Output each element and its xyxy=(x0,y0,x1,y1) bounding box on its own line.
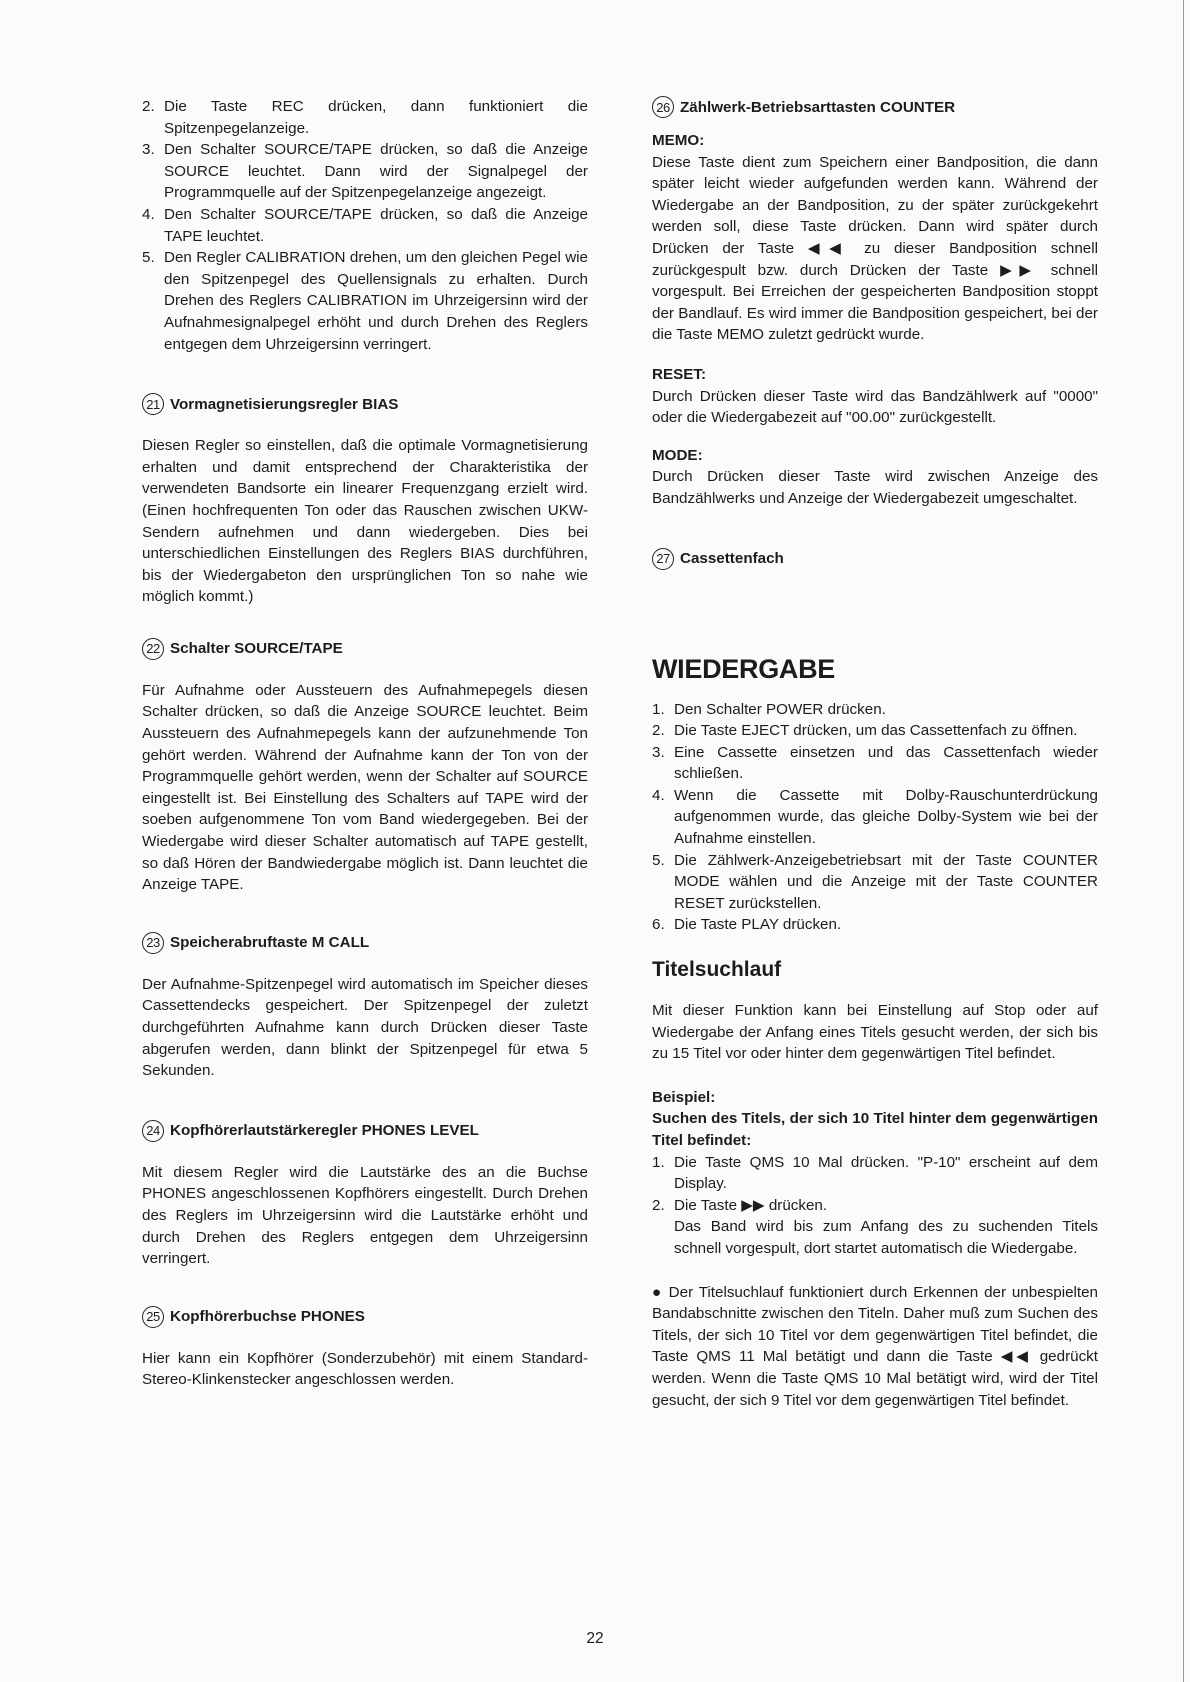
list-item: 3. Eine Cassette einsetzen und das Cassettenfach wieder schließen. xyxy=(652,743,1098,783)
section-23-body: Der Aufnahme-Spitzenpegel wird automatisch im Speicher dieses Cassettendecks gespeichert. Der Spitzenpegel der zuletzt durchgeführten Aufnahme kann durch Drücken dieser Taste abgerufen werden, dann blinkt der Spitzenpegel für etwa 5 Sekunden. xyxy=(142,975,588,1080)
list-item: 3. Den Schalter SOURCE/TAPE drücken, so daß die Anzeige SOURCE leuchtet. Dann wird der Signalpegel der Programmquelle auf der Spitzenpegelanzeige angezeigt. xyxy=(142,141,588,202)
mode-label: MODE: xyxy=(652,446,703,464)
section-number-badge: 21 xyxy=(142,393,164,415)
section-25-heading: 25 Kopfhörerbuchse PHONES xyxy=(142,1306,588,1328)
section-24-heading: 24 Kopfhörerlautstärkeregler PHONES LEVEL xyxy=(142,1120,588,1142)
recording-steps-list xyxy=(142,96,588,355)
list-item: 5. Die Zählwerk-Anzeigebetriebsart mit der Taste COUNTER MODE wählen und die Anzeige mit der Taste COUNTER RESET zurückstellen. xyxy=(652,851,1098,912)
titelsuchlauf-intro: Mit dieser Funktion kann bei Einstellung auf Stop oder auf Wiedergabe der Anfang eines Titels gesucht werden, der sich bis zu 15 Titel vor oder hinter dem gegenwärtigen Titel befindet. xyxy=(652,1002,1098,1063)
section-27-heading: 27 Cassettenfach xyxy=(652,548,1098,570)
list-item: 4. Den Schalter SOURCE/TAPE drücken, so daß die Anzeige TAPE leuchtet. xyxy=(142,205,588,245)
list-item: 5. Den Regler CALIBRATION drehen, um den gleichen Pegel wie den Spitzenpegel des Quellensignals zu erhalten. Durch Drehen des Reglers CALIBRATION im Uhrzeigersinn wird der Aufnahmesignalpegel erhöht und durch Drehen des Reglers entgegen dem Uhrzeigersinn verringert. xyxy=(142,249,588,353)
section-number-badge: 26 xyxy=(652,96,674,118)
page-edge-line xyxy=(1183,0,1184,1682)
list-item: 2. Die Taste ▶▶ drücken. xyxy=(652,1196,828,1214)
wiedergabe-heading: WIEDERGABE xyxy=(652,653,836,684)
list-item: 1. Den Schalter POWER drücken. xyxy=(652,700,886,718)
section-22-heading: 22 Schalter SOURCE/TAPE xyxy=(142,638,588,660)
section-23-heading: 23 Speicherabruftaste M CALL xyxy=(142,932,588,954)
list-item: 6. Die Taste PLAY drücken. xyxy=(652,916,842,934)
section-21-heading: 21 Vormagnetisierungsregler BIAS xyxy=(142,393,588,415)
right-column xyxy=(652,96,1098,1411)
section-number-badge: 24 xyxy=(142,1120,164,1142)
section-number-badge: 25 xyxy=(142,1306,164,1328)
example-heading: Suchen des Titels, der sich 10 Titel hinter dem gegenwärtigen Titel befindet: xyxy=(652,1110,1098,1149)
section-21-body: Diesen Regler so einstellen, daß die optimale Vormagnetisierung erhalten und damit entsprechend der Charakteristika der verwendeten Bandsorte ein linearer Frequenzgang erzielt wird. (Einen hochfrequenten Ton oder das Rauschen zwischen UKW- Sendern aufnehmen und dann wiedergeben. Dies bei unterschiedlichen Einstellungen des Reglers BIAS durchführen, bis der Wiedergabeton den ursprünglichen Ton so nahe wie möglich kommt.) xyxy=(142,437,588,606)
example-label: Beispiel: xyxy=(652,1088,716,1106)
section-24-body: Mit diesem Regler wird die Lautstärke des an die Buchse PHONES angeschlossenen Kopfhörers eingestellt. Durch Drehen des Reglers im Uhrzeigersinn wird die Lautstärke erhöht und durch Drehen des Reglers entgegen dem Uhrzeigersinn verringert. xyxy=(142,1163,588,1268)
search-steps-list xyxy=(652,1152,1098,1217)
search-note: ● Der Titelsuchlauf funktioniert durch Erkennen der unbespielten Bandabschnitte zwischen den Titeln. Daher muß zum Suchen des Titels, der sich 10 Titel vor dem gegenwärtigen Titel befindet, die Taste QMS 11 Mal betätigt und dann die Taste ◀◀ gedrückt werden. Wenn die Taste QMS 10 Mal betätigt wird, wird der Titel gesucht, der sich 9 Titel vor dem gegenwärtigen Titel befindet. xyxy=(652,1283,1098,1409)
list-item: 4. Wenn die Cassette mit Dolby-Rauschunterdrückung aufgenommen wurde, das gleiche Dolby-System wie bei der Aufnahme einstellen. xyxy=(652,786,1098,848)
step-2-detail: Das Band wird bis zum Anfang des zu suchenden Titels schnell vorgespult, dort startet automatisch die Wiedergabe. xyxy=(674,1218,1098,1257)
reset-body: Durch Drücken dieser Taste wird das Bandzählwerk auf "0000" oder die Wiedergabezeit auf "00.00" zurückgestellt. xyxy=(652,387,1098,427)
list-item: 2. Die Taste REC drücken, dann funktioniert die Spitzenpegelanzeige. xyxy=(142,98,588,137)
reset-label: RESET: xyxy=(652,365,707,383)
page-number: 22 xyxy=(586,1630,604,1647)
section-22-body: Für Aufnahme oder Aussteuern des Aufnahmepegels diesen Schalter drücken, so daß die Anzeige SOURCE leuchtet. Beim Aussteuern des Aufnahmepegels kann der aufzunehmende Ton gehört werden. Während der Aufnahme kann der Ton von der Programmquelle gehört werden, wenn der Schalter auf SOURCE eingestellt ist. Bei Einstellung des Schalters auf TAPE wird der soeben aufgenommene Ton vom Band wiedergegeben. Bei der Wiedergabe wird dieser Schalter automatisch auf TAPE gestellt, so daß Hören der Bandwiedergabe möglich ist. Dann leuchtet die Anzeige TAPE. xyxy=(142,681,588,894)
section-number-badge: 27 xyxy=(652,548,674,570)
bullet-icon: ● xyxy=(652,1283,669,1301)
section-number-badge: 22 xyxy=(142,638,164,660)
memo-label: MEMO: xyxy=(652,132,705,149)
section-26-heading: 26 Zählwerk-Betriebsarttasten COUNTER xyxy=(652,96,1098,118)
memo-body: Diese Taste dient zum Speichern einer Bandposition, die dann später leicht wieder aufgefunden werden kann. Während der Wiedergabe an der Bandposition, zu der später zurückgekehrt werden soll, diese Taste drücken. Dann wird später durch Drücken der Taste ◀◀ zu dieser Bandposition schnell zurückgespult bzw. durch Drücken der Taste ▶▶ schnell vorgespult. Bei Erreichen der gespeicherten Bandposition stoppt der Bandlauf. Es wird immer die Bandposition gespeichert, bei der die Taste MEMO zuletzt gedrückt wurde. xyxy=(652,153,1098,344)
list-item: 1. Die Taste QMS 10 Mal drücken. "P-10" erscheint auf dem Display. xyxy=(652,1153,1098,1193)
section-number-badge: 23 xyxy=(142,932,164,954)
left-column xyxy=(142,96,588,1391)
list-item: 2. Die Taste EJECT drücken, um das Cassettenfach zu öffnen. xyxy=(652,722,1078,740)
mode-body: Durch Drücken dieser Taste wird zwischen Anzeige des Bandzählwerks und Anzeige der Wiedergabezeit umgeschaltet. xyxy=(652,468,1098,507)
playback-steps-list xyxy=(652,699,1098,937)
section-25-body: Hier kann ein Kopfhörer (Sonderzubehör) mit einem Standard-Stereo-Klinkenstecker angeschlossen werden. xyxy=(142,1349,588,1389)
titelsuchlauf-heading: Titelsuchlauf xyxy=(652,958,782,982)
